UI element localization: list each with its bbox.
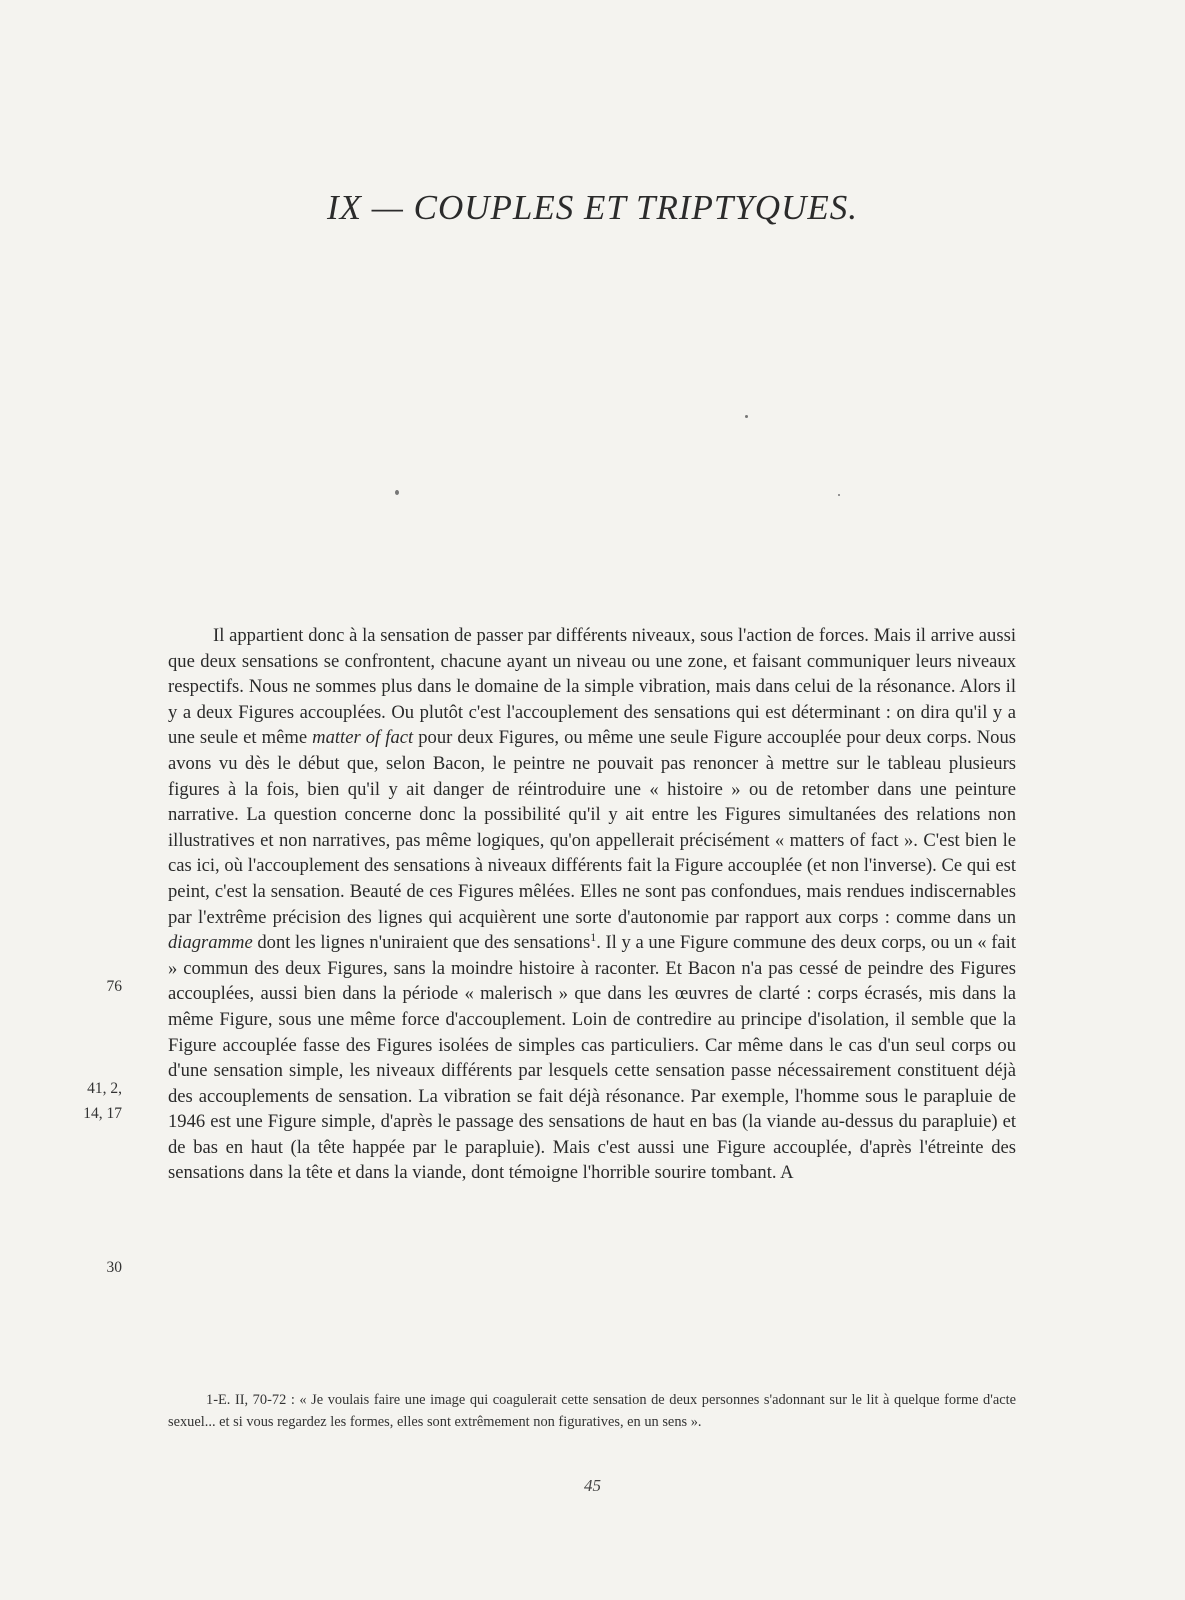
print-speck — [745, 415, 748, 418]
emphasis-matter-of-fact: matter of fact — [312, 727, 414, 749]
print-speck — [838, 494, 840, 496]
emphasis-diagramme: diagramme — [168, 932, 253, 954]
body-paragraph — [168, 623, 1016, 1186]
text-run: Il appartient donc à la sensation de passer par différents niveaux, sous l'action de forces. Mais il arrive aussi que deux sensations se confrontent, chacune ayant un niveau ou une zone, et faisant communiquer leurs niveaux respectifs. Nous ne sommes plus dans le domaine de la simple vibration, mais dans celui de la résonance. Alors il y a deux Figures accouplées. Ou plutôt c'est l'accouplement des sensations qui est déterminant : on dira qu'il y a une seule et même — [168, 625, 1016, 749]
margin-note-plate-ref: 30 — [106, 1259, 122, 1276]
margin-note-plate-ref: 14, 17 — [83, 1105, 122, 1122]
footnote-reference[interactable]: 1 — [590, 929, 597, 944]
footnote: 1-E. II, 70-72 : « Je voulais faire une image qui coagulerait cette sensation de deux personnes s'adonnant sur le lit à quelque forme d'acte sexuel... et si vous regardez les formes, elles sont extrêmement non figuratives, en un sens ». — [168, 1392, 1016, 1430]
body-text — [168, 623, 1016, 1186]
text-run: pour deux Figures, ou même une seule Figure accouplée pour deux corps. Nous avons vu dès le début que, selon Bacon, le peintre ne pouvait pas renoncer à mettre sur le tableau plusieurs figures à la fois, bien qu'il y ait danger de réintroduire une « histoire » ou de retomber dans une peinture narrative. La question concerne donc la possibilité qu'il y ait entre les Figures simultanées des relations non illustratives et non narratives, pas même logiques, qu'on appellerait précisément « matters of fact ». C'est bien le cas ici, où l'accouplement des sensations à niveaux différents fait la Figure accouplée (et non l'inverse). Ce qui est peint, c'est la sensation. Beauté de ces Figures mêlées. Elles ne sont pas confondues, mais rendues indiscernables par l'extrême précision des lignes qui acquièrent une sorte d'autonomie par rapport aux corps : comme dans un — [168, 727, 1016, 928]
margin-note-plate-ref: 41, 2, — [87, 1080, 122, 1097]
text-run: dont les lignes n'uniraient que des sensations — [252, 932, 591, 954]
print-speck — [395, 490, 399, 495]
page-number: 45 — [584, 1476, 601, 1495]
chapter-title: IX — COUPLES ET TRIPTYQUES. — [327, 188, 858, 227]
text-run: . Il y a une Figure commune des deux corps, ou un « fait » commun des deux Figures, sans la moindre histoire à raconter. Et Bacon n'a pas cessé de peindre des Figures accouplées, aussi bien dans la période « malerisch » que dans les œuvres de clarté : corps écrasés, mis dans la même Figure, sous une même force d'accouplement. Loin de contredire au principe d'isolation, il semble que la Figure accouplée fasse des Figures isolées de simples cas particuliers. Car même dans le cas d'un seul corps ou d'une sensation simple, les niveaux différents par lesquels cette sensation passe nécessairement constituent déjà des accouplements de sensation. La vibration se fait déjà résonance. Par exemple, l'homme sous le parapluie de 1946 est une Figure simple, d'après le passage des sensations de haut en bas (la viande au-dessus du parapluie) et de bas en haut (la tête happée par le parapluie). Mais c'est aussi une Figure accouplée, d'après l'étreinte des sensations dans la tête et dans la viande, dont témoigne l'horrible sourire tombant. A — [168, 932, 1017, 1184]
margin-note-plate-ref: 76 — [106, 978, 122, 995]
